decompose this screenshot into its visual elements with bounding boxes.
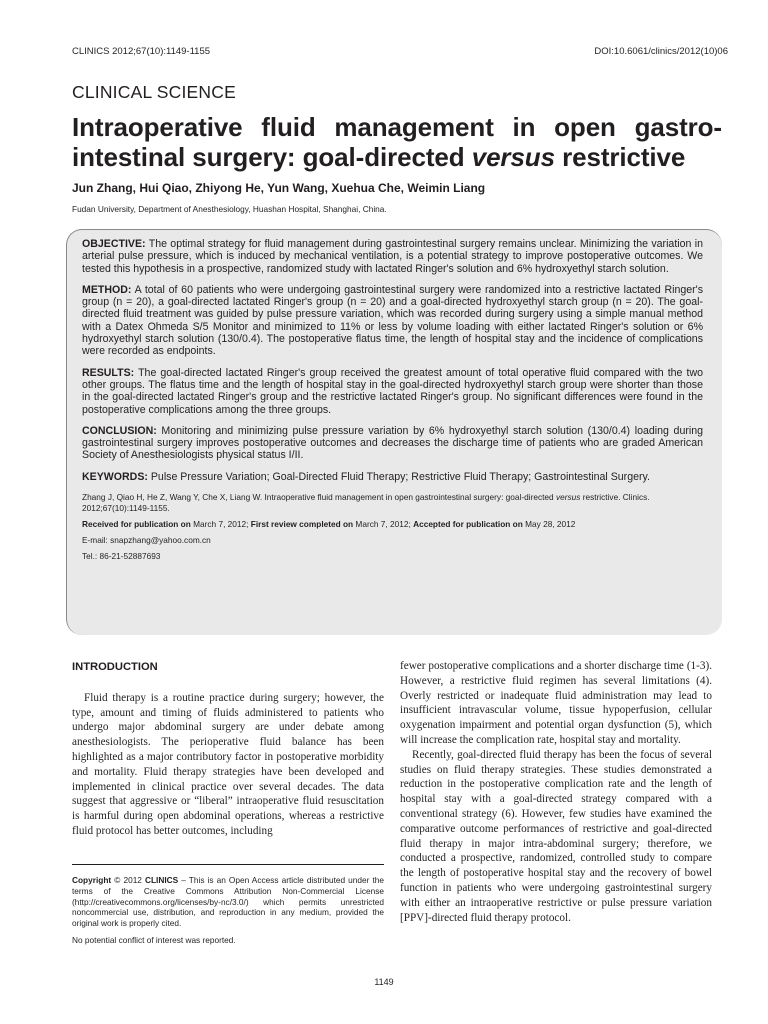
review-date: March 7, 2012; — [353, 519, 414, 530]
title-text: Intraoperative fluid management in open gastro-intestinal surgery: goal-directed — [72, 112, 722, 172]
left-column — [72, 660, 384, 839]
abstract-objective — [82, 238, 703, 275]
intro-paragraph-continued: fewer postoperative complications and a shorter discharge time (1-3). However, a restrictive fluid regimen has several limitations (4). Overly restricted or inadequate fluid administration may lead to insufficient intravascular volume, tissue hypoperfusion, cellular oxygenation impairment and potential organ dysfunction (5), which will increase the complication rate, hospital stay and mortality. — [400, 660, 712, 746]
doi-header: DOI:10.6061/clinics/2012(10)06 — [594, 46, 728, 57]
copyright-text — [72, 875, 384, 929]
article-title — [72, 112, 722, 172]
conflict-statement: No potential conflict of interest was reported. — [72, 934, 236, 945]
author-list: Jun Zhang, Hui Qiao, Zhiyong He, Yun Wang, Xuehua Che, Weimin Liang — [72, 181, 486, 195]
keywords-label: KEYWORDS: — [82, 470, 148, 483]
title-text-end: restrictive — [554, 142, 686, 172]
contact-email: E-mail: snapzhang@yahoo.com.cn — [82, 535, 211, 546]
copyright-symbol: © — [114, 875, 121, 885]
intro-paragraph-2: Recently, goal-directed fluid therapy has been the focus of several studies on fluid therapy strategies. These studies demonstrated a reduction in the postoperative complication rate and the length of hospital stay with a goal-directed strategy compared with a conventional strategy (6). However, few studies have examined the comparative outcome performances of restrictive and goal-directed fluid therapy in major intra-abdominal surgery; therefore, we conducted a prospective, randomized, controlled study to compare the length of postoperative hospital stay and the recovery of bowel function in patients who were undergoing gastrointestinal surgery with either an intraoperative restrictive or pulse pressure variation [PPV]-directed fluid therapy protocol. — [400, 748, 712, 924]
abstract-results — [82, 367, 703, 416]
objective-text: The optimal strategy for fluid management during gastrointestinal surgery remains unclear. Minimizing the variation in arterial pulse pressure, which is induced by mechanical ventilation, is a potential strategy to improve postoperative outcomes. We tested this hypothesis in a prospective, randomized study with lactated Ringer's solution and 6% hydroxyethyl starch solution. — [82, 238, 703, 275]
abstract-method — [82, 284, 703, 358]
accepted-date: May 28, 2012 — [522, 519, 576, 530]
copyright-label: Copyright — [72, 875, 112, 885]
citation-line — [82, 492, 703, 514]
copyright-year: 2012 — [120, 875, 145, 885]
copyright-body: – This is an Open Access article distributed under the terms of the Creative Commons Attribution Non-Commercial License (http://creativecommons.org/licenses/by-nc/3.0/) which permits unrestricted noncommercial use, distribution, and reproduction in any medium, provided the original work is properly cited. — [72, 875, 384, 929]
journal-citation-header: CLINICS 2012;67(10):1149-1155 — [72, 46, 211, 57]
contact-tel: Tel.: 86-21-52887693 — [82, 551, 161, 562]
accepted-label: Accepted for publication on — [413, 519, 523, 530]
conclusion-text: Monitoring and minimizing pulse pressure variation by 6% hydroxyethyl starch solution (130/0.4) loading during gastrointestinal surgery improves postoperative outcomes and decreases the discharge time of patients who are graded American Society of Anesthesiologists physical status I/II. — [82, 424, 703, 462]
conclusion-label: CONCLUSION: — [82, 424, 157, 437]
title-italic: versus — [471, 142, 555, 172]
copyright-journal: CLINICS — [145, 875, 179, 885]
affiliation: Fudan University, Department of Anesthesiology, Huashan Hospital, Shanghai, China. — [72, 204, 387, 214]
section-label: CLINICAL SCIENCE — [72, 82, 236, 102]
objective-label: OBJECTIVE: — [82, 238, 146, 250]
right-column — [400, 659, 712, 925]
results-text: The goal-directed lactated Ringer's group received the greatest amount of total operative fluid compared with the two other groups. The flatus time and the length of hospital stay in the goal-directed hydroxyethyl starch group were shorter than those in the goal-directed lactated Ringer's group and the restrictive lactated Ringer's group. No significant differences were found in the postoperative complications among the three groups. — [82, 366, 703, 416]
method-label: METHOD: — [82, 283, 132, 296]
citation-text-end: restrictive. Clinics. 2012;67(10):1149-1155. — [82, 492, 650, 514]
method-text: A total of 60 patients who were undergoing gastrointestinal surgery were randomized into a restrictive lactated Ringer's group (n = 20), a goal-directed lactated Ringer's group (n = 20) and a goal-directed hydroxyethyl starch group (n = 20). The goal-directed fluid treatment was guided by pulse pressure variation, which was recorded during surgery using a simple manual method with a Datex Ohmeda S/5 Monitor and minimized to 11% or less by volume loading with either lactated Ringer's solution or 6% hydroxyethyl starch solution (130/0.4). The postoperative flatus time, the length of hospital stay and the incidence of complications were recorded as endpoints. — [82, 283, 703, 358]
citation-text: Zhang J, Qiao H, He Z, Wang Y, Che X, Liang W. Intraoperative fluid management in open gastrointestinal surgery: goal-directed — [82, 492, 556, 503]
page-number: 1149 — [374, 977, 394, 987]
publication-dates — [82, 519, 703, 530]
abstract-conclusion — [82, 425, 703, 462]
abstract-box — [66, 229, 722, 635]
keywords-text: Pulse Pressure Variation; Goal-Directed Fluid Therapy; Restrictive Fluid Therapy; Gastrointestinal Surgery. — [147, 470, 650, 483]
introduction-heading: INTRODUCTION — [72, 661, 158, 673]
results-label: RESULTS: — [82, 366, 135, 379]
copyright-notice — [72, 864, 384, 952]
received-label: Received for publication on — [82, 519, 191, 530]
received-date: March 7, 2012; — [190, 519, 251, 530]
intro-paragraph: Fluid therapy is a routine practice during surgery; however, the type, amount and timing of fluids administered to patients who undergo major abdominal surgery are under debate among anesthesiologists. The perioperative fluid balance has been highlighted as a major contributory factor in postoperative morbidity and mortality. Fluid therapy strategies have been developed and implemented in clinical practice over several decades. The data suggest that aggressive or “liberal” intraoperative fluid resuscitation is harmful during open abdominal operations, whereas a restrictive fluid protocol has better outcomes, including — [72, 691, 384, 837]
citation-italic: versus — [555, 492, 581, 503]
abstract-keywords — [82, 471, 703, 483]
review-label: First review completed on — [250, 519, 354, 530]
